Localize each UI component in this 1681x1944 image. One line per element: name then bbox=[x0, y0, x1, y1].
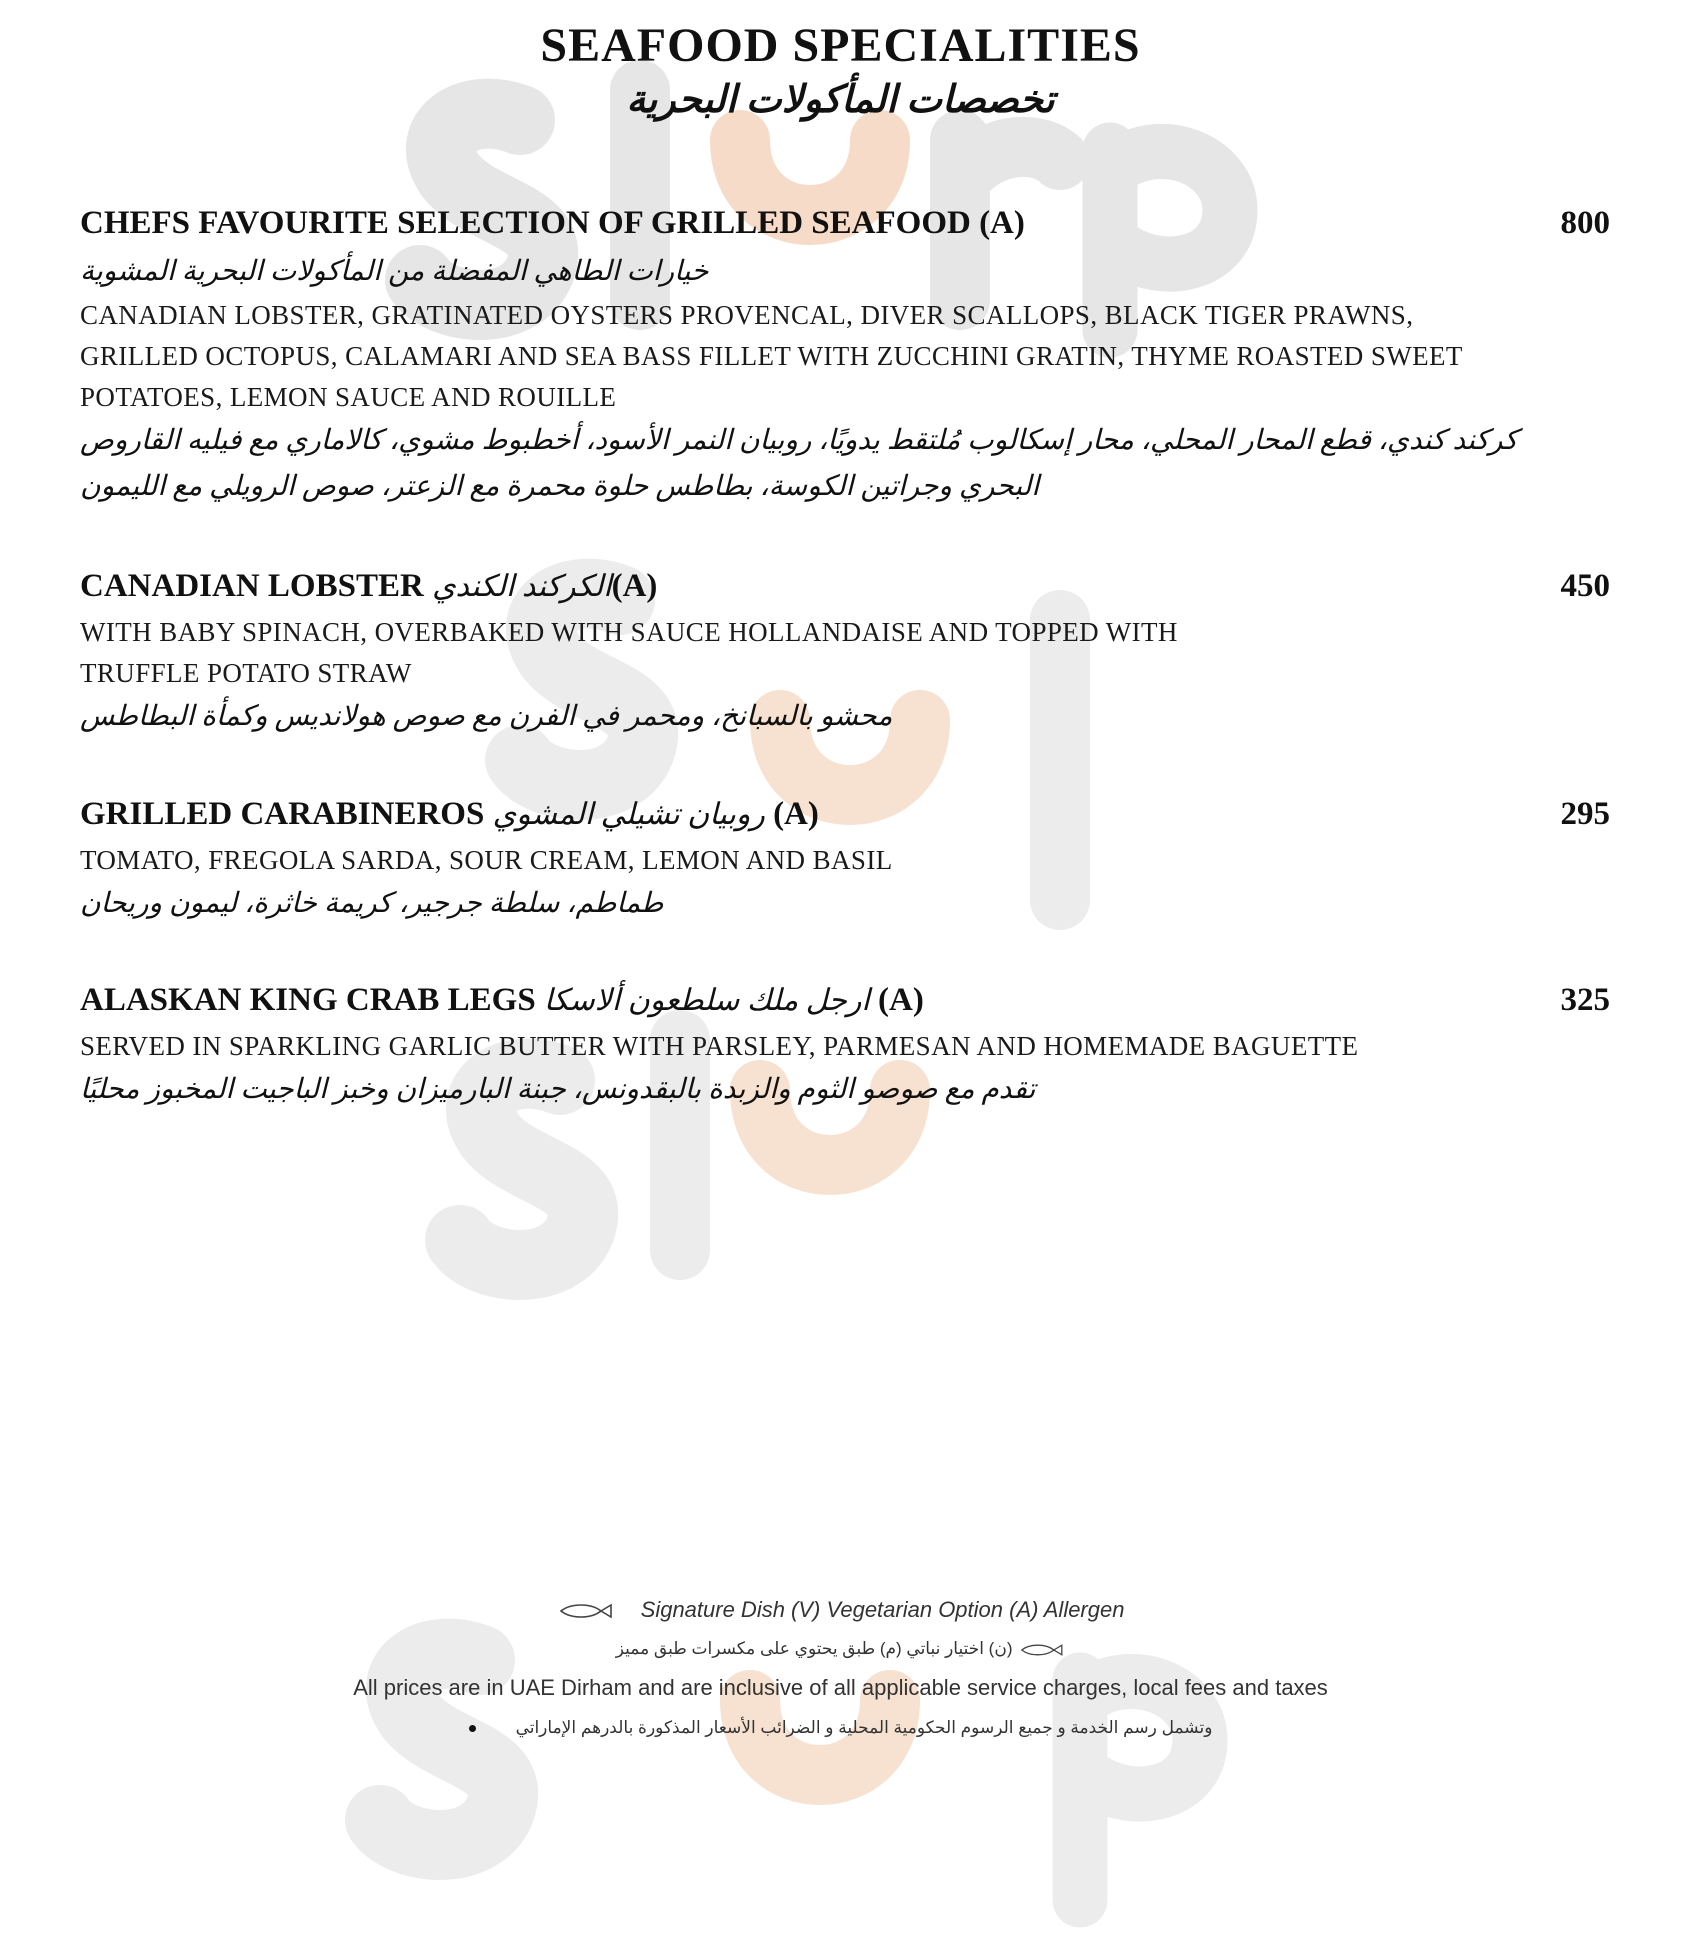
bullet-icon bbox=[469, 1725, 476, 1732]
menu-item-grilled-carabineros bbox=[80, 796, 1610, 927]
menu-item-price: 800 bbox=[1560, 205, 1610, 241]
menu-item-price: 295 bbox=[1560, 796, 1610, 832]
menu-item-name-english: CANADIAN LOBSTER bbox=[80, 568, 424, 604]
menu-item-description-arabic: طماطم، سلطة جرجير، كريمة خاثرة، ليمون وريحان bbox=[80, 888, 664, 919]
menu-item-header bbox=[80, 982, 1610, 1026]
menu-footer bbox=[0, 1590, 1681, 1748]
menu-item-description-arabic: محشو بالسبانخ، ومحمر في الفرن مع صوص هولانديس وكمأة البطاطس bbox=[80, 701, 893, 732]
menu-item-name-arabic: روبيان تشيلي المشوي bbox=[492, 798, 765, 831]
menu-item-description bbox=[80, 612, 1610, 694]
menu-item-description-arabic: تقدم مع صوصو الثوم والزبدة بالبقدونس، جبنة البارميزان وخبز الباجيت المخبوز محليًا bbox=[80, 1074, 1036, 1105]
menu-header bbox=[0, 18, 1681, 122]
legend-text-arabic: (ن) اختيار نباتي (م) طبق يحتوي على مكسرات طبق مميز bbox=[615, 1639, 1013, 1658]
description-line: TRUFFLE POTATO STRAW bbox=[80, 658, 412, 688]
allergen-marker: (A) bbox=[611, 568, 658, 604]
menu-item-description-arabic: البحري وجراتين الكوسة، بطاطس حلوة محمرة مع الزعتر، صوص الرويلي مع الليمون bbox=[80, 471, 1040, 502]
page-title-arabic: تخصصات المأكولات البحرية bbox=[626, 79, 1055, 121]
menu-item-header bbox=[80, 796, 1610, 840]
menu-item-description bbox=[80, 295, 1610, 418]
menu-item-description bbox=[80, 840, 1610, 881]
menu-item-description bbox=[80, 1026, 1610, 1067]
menu-item-name-arabic: خيارات الطاهي المفضلة من المأكولات البحرية المشوية bbox=[80, 256, 709, 287]
description-line: TOMATO, FREGOLA SARDA, SOUR CREAM, LEMON AND BASIL bbox=[80, 845, 893, 875]
legend-english bbox=[0, 1590, 1681, 1630]
page-title: SEAFOOD SPECIALITIES bbox=[540, 19, 1141, 72]
fish-icon bbox=[557, 1601, 613, 1621]
menu-item-name bbox=[80, 568, 657, 604]
menu-item-name bbox=[80, 982, 924, 1018]
menu-item-price: 450 bbox=[1560, 568, 1610, 604]
description-line: WITH BABY SPINACH, OVERBAKED WITH SAUCE HOLLANDAISE AND TOPPED WITH bbox=[80, 617, 1178, 647]
menu-item-name-english: ALASKAN KING CRAB LEGS bbox=[80, 982, 536, 1018]
menu-item-name-arabic: الكركند الكندي bbox=[432, 570, 612, 603]
prices-note: All prices are in UAE Dirham and are inclusive of all applicable service charges, local fees and taxes bbox=[353, 1675, 1328, 1700]
description-line: CANADIAN LOBSTER, GRATINATED OYSTERS PROVENCAL, DIVER SCALLOPS, BLACK TIGER PRAWNS, bbox=[80, 300, 1414, 330]
menu-item-name: CHEFS FAVOURITE SELECTION OF GRILLED SEAFOOD (A) bbox=[80, 205, 1025, 241]
menu-item-name-arabic: ارجل ملك سلطعون ألاسكا bbox=[543, 984, 870, 1017]
menu-item-header bbox=[80, 568, 1610, 612]
allergen-marker: (A) bbox=[878, 982, 924, 1018]
allergen-marker: (A) bbox=[773, 796, 819, 832]
menu-item-grilled-seafood-selection bbox=[80, 205, 1610, 510]
fish-icon bbox=[1017, 1642, 1065, 1658]
menu-item-description-arabic: كركند كندي، قطع المحار المحلي، محار إسكالوب مُلتقط يدويًا، روبيان النمر الأسود، أخطبوط مشوي، كالاماري مع فيليه القاروص bbox=[80, 425, 1518, 456]
menu-item-canadian-lobster bbox=[80, 568, 1610, 740]
menu-item-king-crab-legs bbox=[80, 982, 1610, 1113]
menu-item-name bbox=[80, 796, 819, 832]
legend-arabic bbox=[0, 1630, 1681, 1668]
legend-text: Signature Dish (V) Vegetarian Option (A) Allergen bbox=[640, 1597, 1125, 1622]
description-line: SERVED IN SPARKLING GARLIC BUTTER WITH PARSLEY, PARMESAN AND HOMEMADE BAGUETTE bbox=[80, 1031, 1359, 1061]
prices-note-arabic bbox=[0, 1708, 1681, 1748]
menu-item-name-english: GRILLED CARABINEROS bbox=[80, 796, 485, 832]
prices-note-arabic-text: وتشمل رسم الخدمة و جميع الرسوم الحكومية المحلية و الضرائب الأسعار المذكورة بالدرهم الإماراتي bbox=[515, 1718, 1213, 1737]
menu-item-price: 325 bbox=[1560, 982, 1610, 1018]
menu-item-header bbox=[80, 205, 1610, 249]
description-line: GRILLED OCTOPUS, CALAMARI AND SEA BASS FILLET WITH ZUCCHINI GRATIN, THYME ROASTED SWEET bbox=[80, 341, 1463, 371]
description-line: POTATOES, LEMON SAUCE AND ROUILLE bbox=[80, 382, 617, 412]
